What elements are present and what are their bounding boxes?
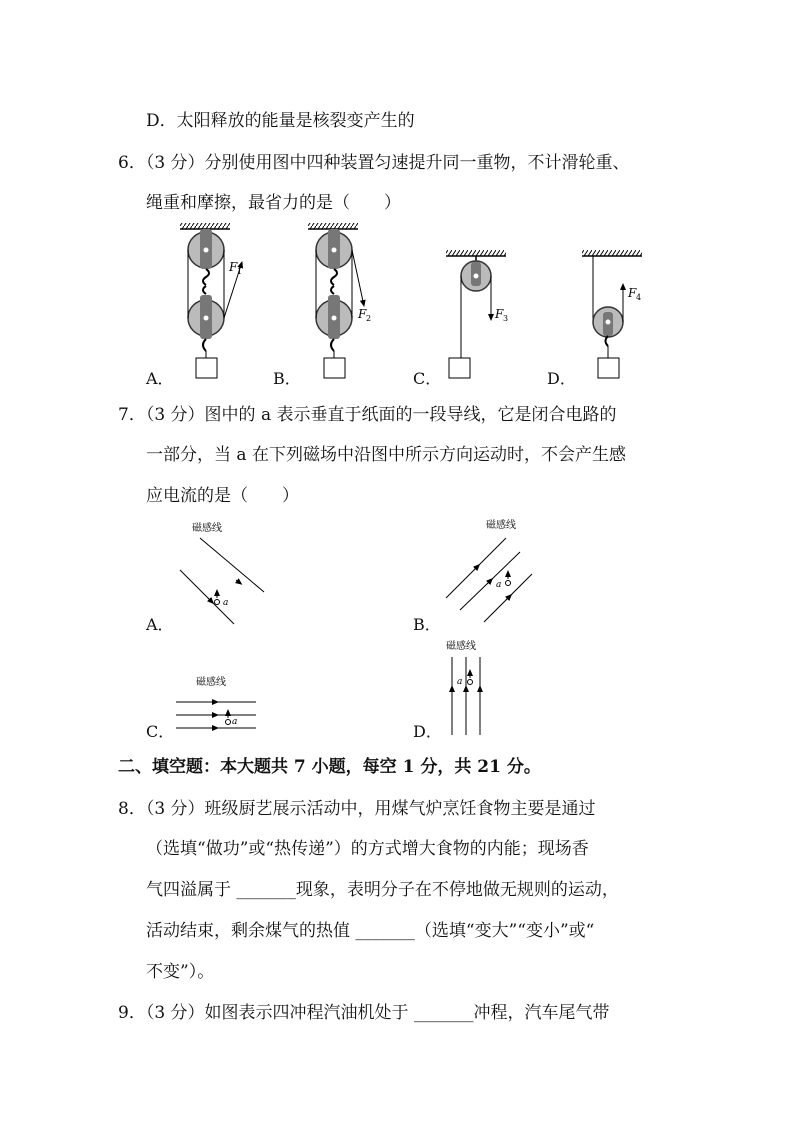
force-f2-label: F (358, 307, 367, 321)
svg-text:a: a (223, 598, 229, 608)
pulley-figure-b (308, 223, 371, 378)
force-f1-label: F (229, 260, 238, 274)
svg-text:3: 3 (503, 314, 509, 323)
q6-option-d[interactable]: D． (547, 369, 576, 388)
svg-text:1: 1 (237, 267, 243, 276)
field-figure-c (176, 675, 256, 728)
q6-option-b[interactable]: B． (273, 369, 301, 388)
pulley-figure-a (180, 223, 242, 378)
field-figure-a (180, 521, 264, 624)
pulley-figure-c (446, 250, 508, 378)
field-figure-d (446, 639, 480, 735)
svg-text:a: a (457, 677, 463, 687)
pulley-figure-d (582, 250, 642, 378)
field-figure-b (446, 518, 532, 622)
magnetic-field-figures (140, 510, 560, 745)
q7-option-c[interactable]: C． (146, 722, 175, 741)
svg-text:2: 2 (366, 314, 372, 323)
pulley-figures (140, 220, 700, 385)
q7-stem-line3: 应电流的是（ ） (146, 486, 299, 506)
q7-option-b[interactable]: B． (413, 615, 441, 634)
field-label-a: 磁感线 (192, 523, 222, 534)
force-f4-label: F (628, 286, 637, 300)
svg-text:a: a (496, 580, 502, 590)
q5-option-d: D．太阳释放的能量是核裂变产生的 (146, 111, 415, 131)
q7-option-d[interactable]: D． (413, 722, 442, 741)
q6-stem-line2: 绳重和摩擦，最省力的是（ ） (146, 193, 401, 213)
svg-text:4: 4 (636, 293, 642, 302)
field-label-b: 磁感线 (486, 520, 516, 531)
svg-text:a: a (232, 717, 238, 727)
q9-stem-line1: 9．（3 分）如图表示四冲程汽油机处于 _______冲程，汽车尾气带 (118, 1003, 610, 1023)
q6-option-a[interactable]: A． (146, 369, 174, 388)
q8-stem-line3: 气四溢属于 _______现象，表明分子在不停地做无规则的运动， (146, 880, 619, 900)
field-label-c: 磁感线 (196, 677, 226, 688)
q8-stem-line5: 不变”）。 (146, 962, 215, 982)
q6-stem-line1: 6．（3 分）分别使用图中四种装置匀速提升同一重物，不计滑轮重、 (118, 153, 630, 173)
force-f3-label: F (495, 307, 504, 321)
q8-stem-line4: 活动结束，剩余煤气的热值 _______（选填“变大”“变小”或“ (146, 921, 595, 941)
q7-stem-line2: 一部分，当 a 在下列磁场中沿图中所示方向运动时，不会产生感 (146, 445, 626, 465)
field-label-d: 磁感线 (446, 641, 476, 652)
q6-option-c[interactable]: C． (413, 369, 442, 388)
q7-stem-line1: 7．（3 分）图中的 a 表示垂直于纸面的一段导线，它是闭合电路的 (118, 405, 617, 425)
q8-stem-line2: （选填“做功”或“热传递”）的方式增大食物的内能；现场香 (146, 839, 589, 859)
q8-stem-line1: 8．（3 分）班级厨艺展示活动中，用煤气炉烹饪食物主要是通过 (118, 799, 596, 819)
q7-option-a[interactable]: A． (146, 615, 174, 634)
section-title: 二、填空题：本大题共 7 小题，每空 1 分，共 21 分。 (118, 757, 541, 777)
